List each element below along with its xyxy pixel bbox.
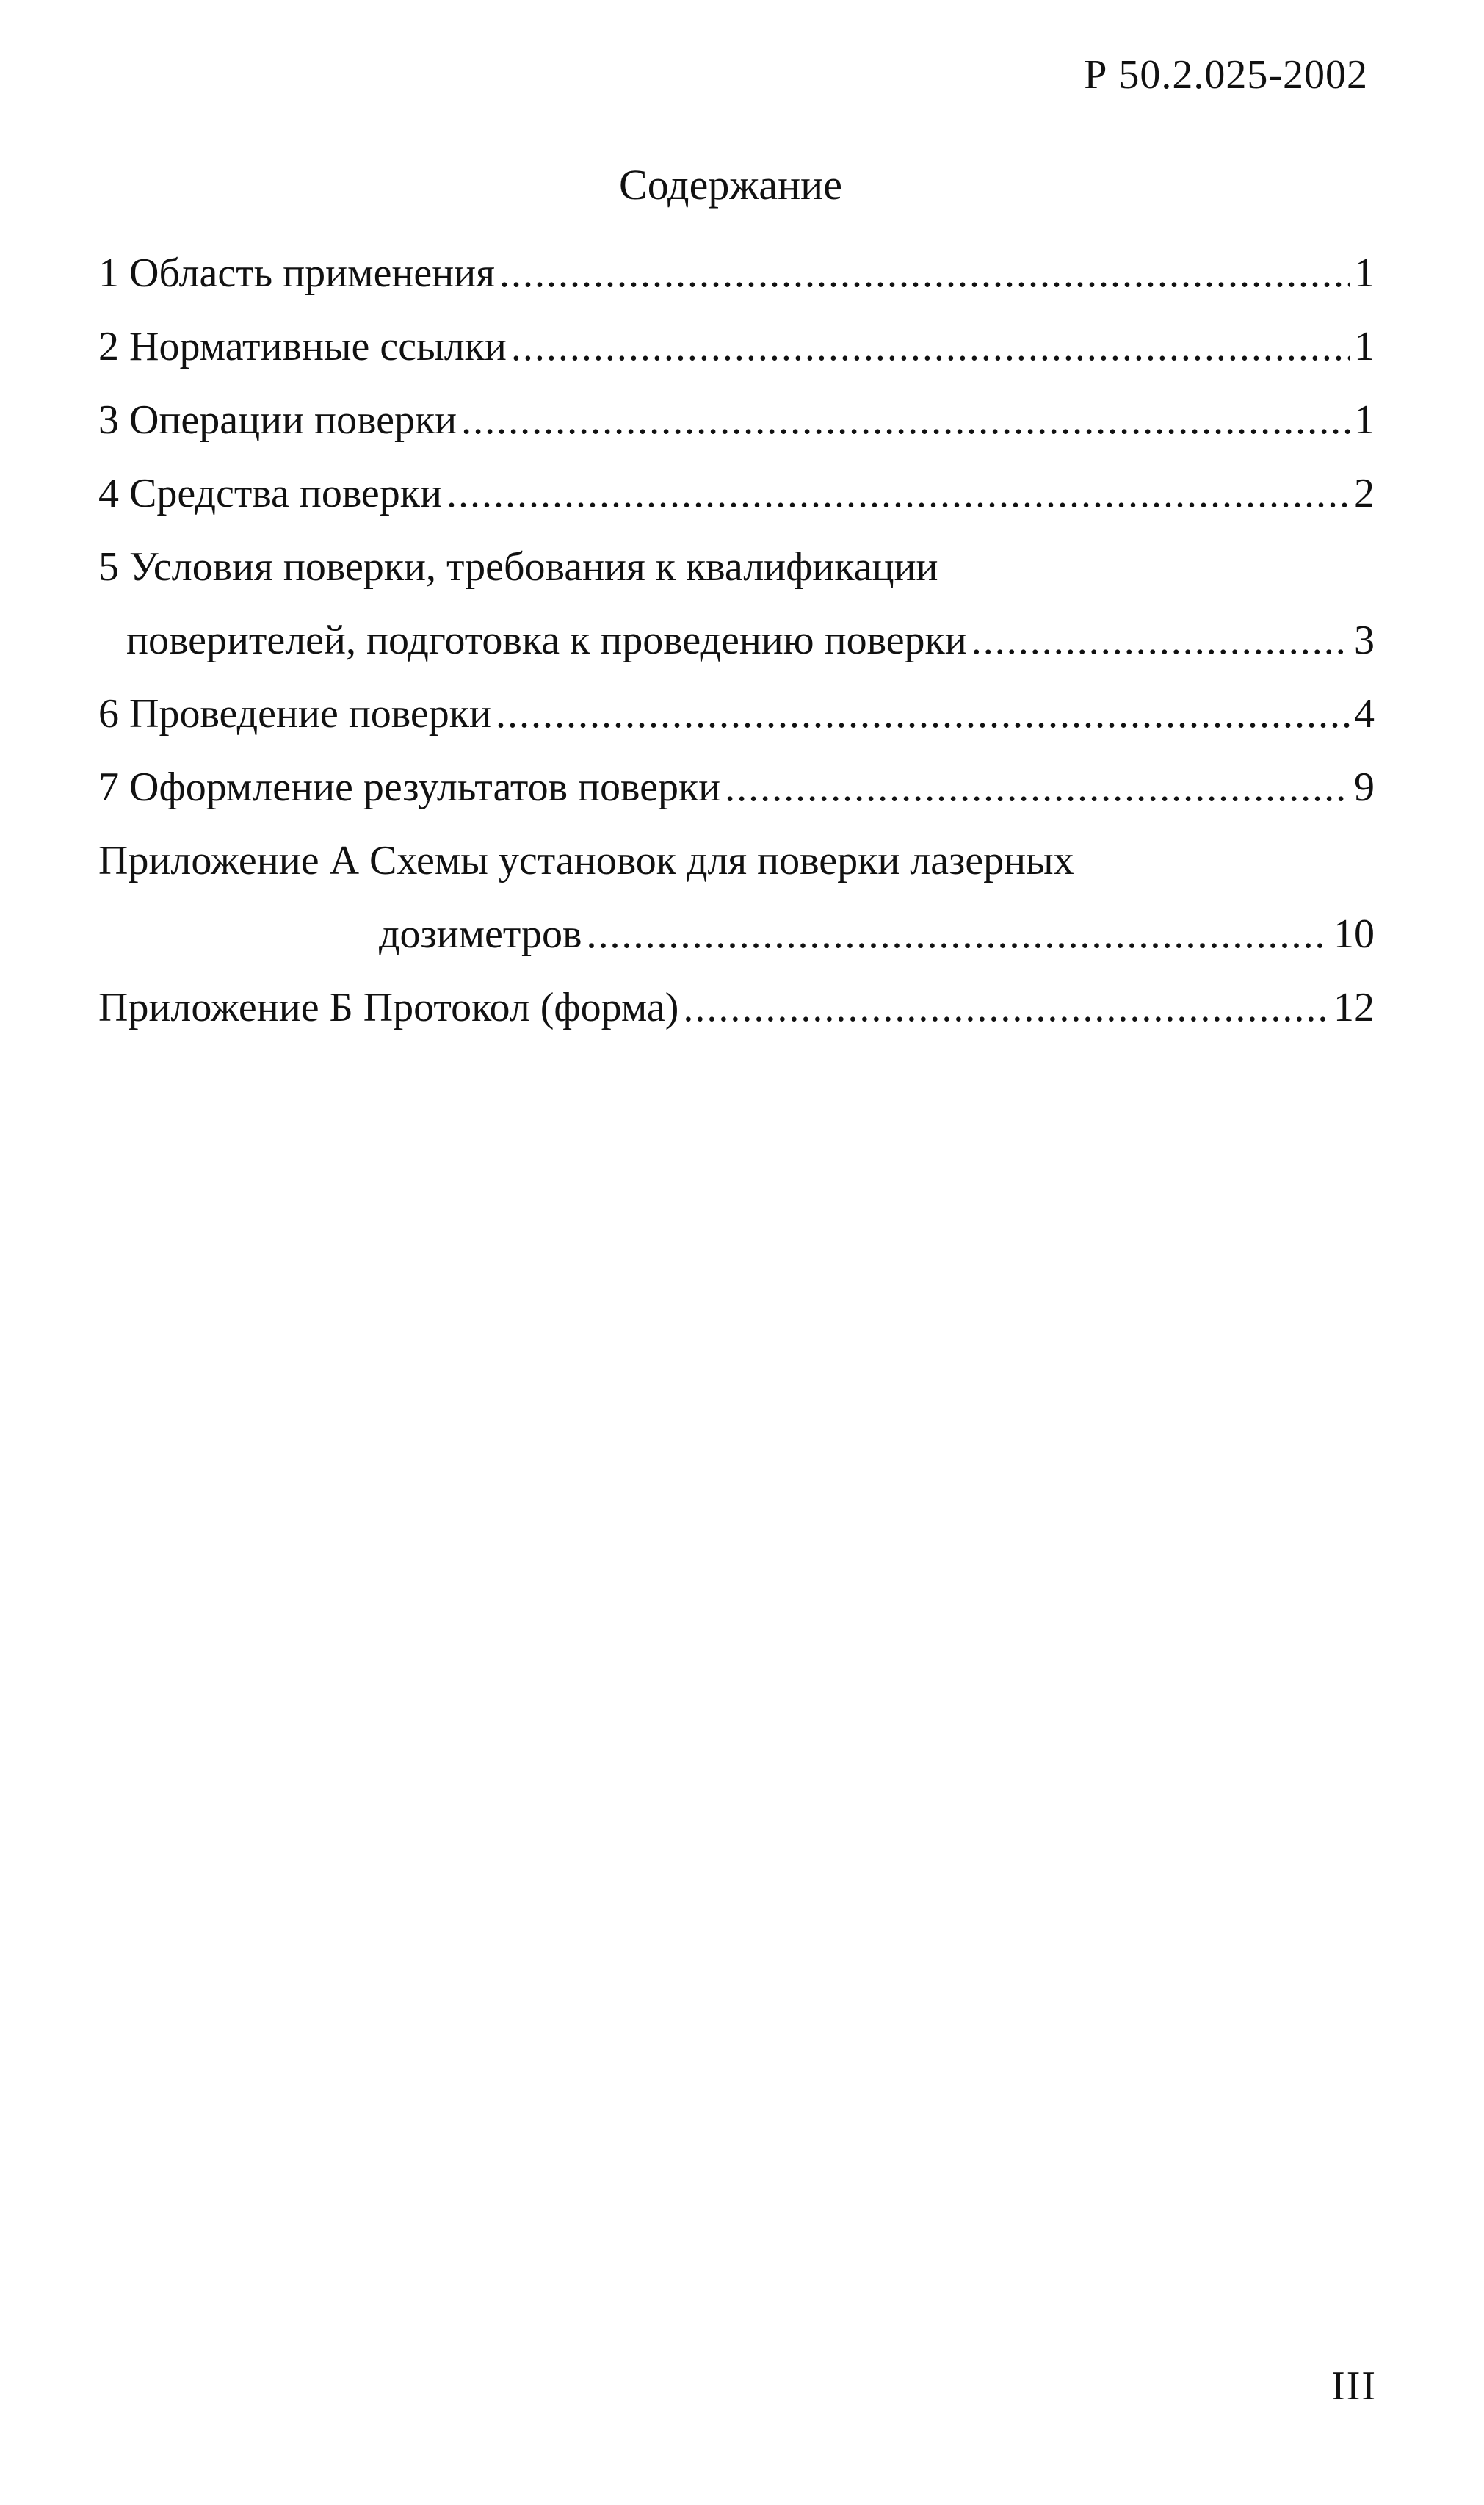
toc-entry-label: 2 Нормативные ссылки — [98, 324, 507, 369]
dot-leader — [511, 323, 1350, 370]
dot-leader — [461, 397, 1350, 444]
toc-entry-appendix-a[interactable] — [98, 837, 1375, 911]
toc-entry-6[interactable] — [98, 690, 1375, 764]
toc-entry-4[interactable] — [98, 470, 1375, 543]
document-code: Р 50.2.025-2002 — [1084, 52, 1368, 98]
dot-leader — [725, 764, 1350, 811]
toc-entry-5[interactable] — [98, 543, 1375, 617]
toc-entry-label: 6 Проведение поверки — [98, 691, 491, 737]
toc-entry-page: 12 — [1333, 985, 1375, 1030]
toc-entry-label: 4 Средства поверки — [98, 471, 442, 516]
toc-entry-label: Приложение А Схемы установок для поверки лазерных — [98, 838, 1074, 883]
toc-entry-page: 1 — [1354, 250, 1375, 296]
toc-entry-label-continuation: дозиметров — [379, 911, 582, 957]
toc-entry-label-continuation: поверителей, подготовка к проведению поверки — [126, 618, 967, 663]
dot-leader — [586, 911, 1329, 958]
dot-leader — [499, 250, 1350, 297]
toc-entry-page: 1 — [1354, 397, 1375, 443]
toc-entry-7[interactable] — [98, 764, 1375, 837]
toc-entry-label: 7 Оформление результатов поверки — [98, 764, 721, 810]
dot-leader — [496, 690, 1350, 737]
toc-entry-label: 5 Условия поверки, требования к квалификации — [98, 544, 938, 590]
toc-entry-page: 3 — [1354, 618, 1375, 663]
table-of-contents — [98, 250, 1375, 1058]
toc-entry-page: 10 — [1333, 911, 1375, 957]
toc-entry-2[interactable] — [98, 323, 1375, 397]
toc-entry-page: 2 — [1354, 471, 1375, 516]
toc-title: Содержание — [619, 161, 842, 209]
toc-entry-3[interactable] — [98, 397, 1375, 470]
toc-entry-appendix-a-continuation[interactable] — [98, 911, 1375, 984]
toc-entry-page: 1 — [1354, 324, 1375, 369]
toc-entry-label: 3 Операции поверки — [98, 397, 457, 443]
dot-leader — [683, 984, 1329, 1031]
page-number: III — [1331, 2363, 1377, 2409]
toc-entry-appendix-b[interactable] — [98, 984, 1375, 1058]
toc-entry-page: 9 — [1354, 764, 1375, 810]
dot-leader — [971, 617, 1350, 664]
toc-entry-1[interactable] — [98, 250, 1375, 323]
toc-entry-5-continuation[interactable] — [98, 617, 1375, 690]
toc-entry-page: 4 — [1354, 691, 1375, 737]
dot-leader — [446, 470, 1350, 517]
toc-entry-label: 1 Область применения — [98, 250, 495, 296]
toc-entry-label: Приложение Б Протокол (форма) — [98, 985, 679, 1030]
